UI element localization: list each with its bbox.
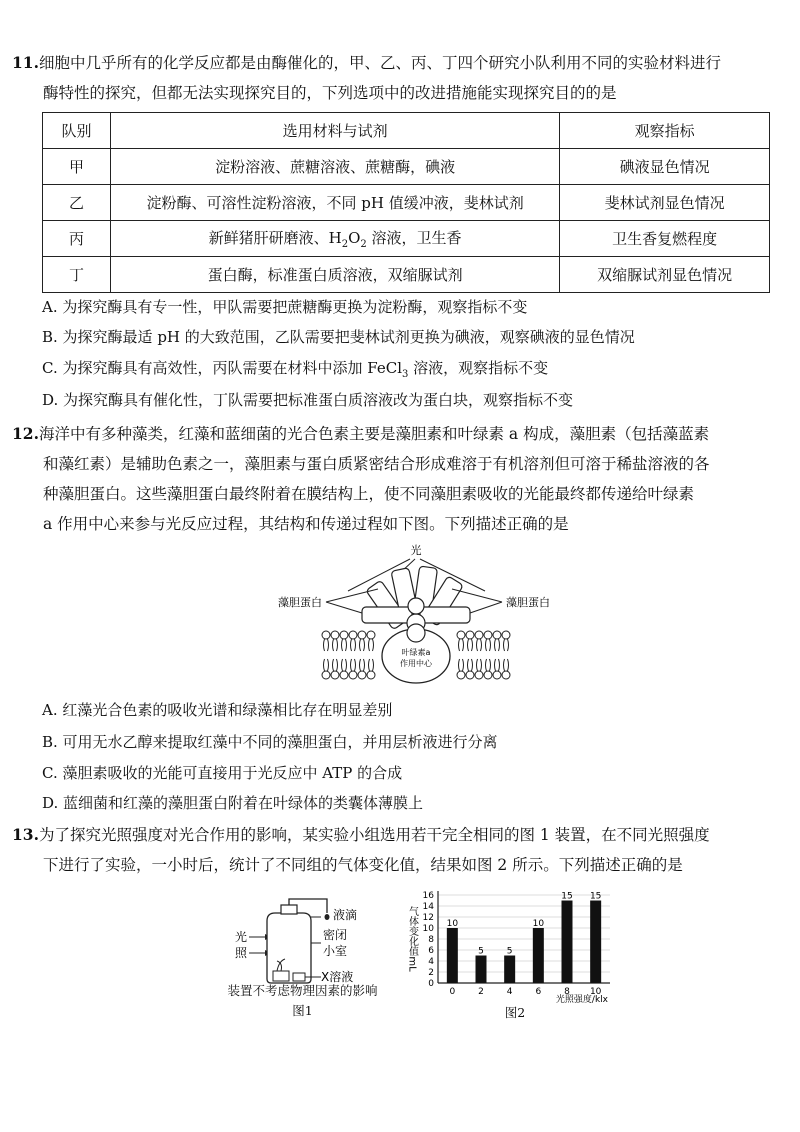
y-tick-label: 0 — [428, 979, 434, 989]
cell-materials: 淀粉溶液、蔗糖溶液、蔗糖酶，碘液 — [110, 149, 559, 185]
y-tick-label: 4 — [428, 957, 434, 967]
lipid-tail — [351, 659, 356, 671]
header-materials: 选用材料与试剂 — [110, 113, 559, 149]
y-tick-label: 10 — [422, 924, 434, 934]
lipid-head — [475, 671, 483, 679]
y-tick-label: 2 — [428, 968, 434, 978]
solution-beaker — [293, 973, 305, 981]
lipid-head — [331, 631, 339, 639]
table-row — [43, 149, 770, 185]
x-tick-label: 2 — [478, 987, 484, 997]
question-12 — [12, 419, 782, 539]
phycobilisome-figure — [270, 543, 560, 693]
q11-option-c: C. 为探究酶具有高效性，丙队需要在材料中添加 FeCl$_3$ 溶液，观察指标不变 — [42, 359, 549, 380]
lipid-tail — [369, 639, 374, 651]
q13-stem-line1: 13.为了探究光照强度对光合作用的影响，某实验小组选用若干完全相同的图 1 装置，在不同光照强度 — [12, 825, 710, 844]
q11-stem-line1: 11.细胞中几乎所有的化学反应都是由酶催化的，甲、乙、丙、丁四个研究小队利用不同的实验材料进行 — [12, 53, 721, 72]
q11-option-a: A. 为探究酶具有专一性，甲队需要把蔗糖酶更换为淀粉酶，观察指标不变 — [42, 298, 528, 316]
lipid-tail — [342, 659, 347, 671]
lipid-head — [502, 671, 510, 679]
lipid-tail — [333, 659, 338, 671]
header-team: 队别 — [43, 113, 111, 149]
lipid-tail — [468, 659, 473, 671]
bar — [533, 928, 544, 983]
bar-value-label: 5 — [478, 946, 484, 957]
lipid-head — [358, 631, 366, 639]
y-tick-label: 8 — [428, 935, 434, 945]
bar-value-label: 15 — [561, 891, 573, 902]
center-label-1: 叶绿素a — [401, 648, 431, 657]
q12-stem-line2: 和藻红素）是辅助色素之一，藻胆素与蛋白质紧密结合形成难溶于有机溶剂但可溶于稀盐溶液的各 — [43, 455, 710, 473]
lipid-tail — [495, 659, 500, 671]
lipid-head — [367, 671, 375, 679]
lipid-head — [349, 671, 357, 679]
table-row — [43, 185, 770, 221]
cell-indicator: 碘液显色情况 — [560, 149, 770, 185]
bar — [504, 956, 515, 984]
solution-label: X溶液 — [321, 970, 354, 984]
lipid-tail — [477, 659, 482, 671]
lipid-tail — [351, 639, 356, 651]
x-tick-label: 0 — [449, 987, 456, 997]
cell-team: 乙 — [43, 185, 111, 221]
y-tick-label: 12 — [422, 913, 434, 923]
q12-option-b: B. 可用无水乙醇来提取红藻中不同的藻胆蛋白，并用层析液进行分离 — [42, 733, 498, 751]
drop-label: 液滴 — [333, 908, 358, 922]
bar-value-label: 15 — [589, 891, 602, 902]
bar — [447, 928, 458, 983]
lipid-head — [331, 671, 339, 679]
cell-indicator: 双缩脲试剂显色情况 — [560, 257, 770, 293]
q12-option-c: C. 藻胆素吸收的光能可直接用于光反应中 ATP 的合成 — [42, 764, 403, 782]
lipid-head — [466, 671, 474, 679]
table-row — [43, 221, 770, 257]
lipid-tail — [459, 639, 464, 651]
lipid-head — [322, 671, 330, 679]
q13-stem-line2: 下进行了实验，一小时后，统计了不同组的气体变化值，结果如图 2 所示。下列描述正确的是 — [43, 856, 683, 874]
q12-option-d: D. 蓝细菌和红藻的藻胆蛋白附着在叶绿体的类囊体薄膜上 — [42, 794, 424, 812]
figure-1-note: 装置不考虑物理因素的影响 — [227, 983, 378, 998]
question-11 — [12, 48, 782, 108]
lipid-tail — [369, 659, 374, 671]
lipid-head — [367, 631, 375, 639]
sealed-label-2: 小室 — [323, 944, 348, 958]
lipid-head — [457, 631, 465, 639]
lipid-tail — [495, 639, 500, 651]
x-tick-label: 8 — [564, 987, 570, 997]
lipid-head — [358, 671, 366, 679]
bar — [562, 901, 573, 984]
lipid-head — [457, 671, 465, 679]
q11-option-d: D. 为探究酶具有催化性，丁队需要把标准蛋白质溶液改为蛋白块，观察指标不变 — [42, 391, 574, 409]
lipid-tail — [504, 659, 509, 671]
x-tick-label: 6 — [535, 987, 542, 997]
phycobilisome-diagram — [270, 543, 560, 693]
droplet — [325, 914, 330, 920]
lipid-tail — [486, 639, 491, 651]
cell-team: 甲 — [43, 149, 111, 185]
apparatus-diagram — [205, 893, 400, 993]
bar — [476, 956, 487, 984]
y-tick-label: 16 — [422, 891, 434, 901]
q12-stem-line3: 种藻胆蛋白。这些藻胆蛋白最终附着在膜结构上，使不同藻胆素吸收的光能最终都传递给叶绿素 — [43, 485, 695, 503]
lipid-head — [502, 631, 510, 639]
lipid-tail — [324, 639, 329, 651]
figure-1-apparatus — [205, 893, 400, 1023]
left-protein-label: 藻胆蛋白 — [278, 596, 322, 609]
light-label-1: 光 — [235, 930, 248, 944]
cell-indicator: 卫生香复燃程度 — [560, 221, 770, 257]
cell-team: 丙 — [43, 221, 111, 257]
q12-stem-line4: a 作用中心来参与光反应过程，其结构和传递过程如下图。下列描述正确的是 — [43, 515, 569, 533]
table-row — [43, 257, 770, 293]
lipid-head — [493, 631, 501, 639]
lipid-tail — [459, 659, 464, 671]
lipid-head — [493, 671, 501, 679]
lipid-tail — [477, 639, 482, 651]
lipid-head — [475, 631, 483, 639]
x-tick-label: 4 — [506, 987, 513, 997]
x-tick-label: 10 — [589, 987, 602, 997]
y-tick-label: 14 — [422, 902, 434, 912]
lipid-head — [340, 631, 348, 639]
lipid-head — [349, 631, 357, 639]
bar-value-label: 5 — [506, 946, 513, 957]
lipid-head — [340, 671, 348, 679]
question-13 — [12, 820, 782, 880]
bar-value-label: 10 — [532, 919, 545, 929]
lipid-tail — [333, 639, 338, 651]
figure-2-caption: 图2 — [504, 1005, 526, 1020]
light-label: 光 — [410, 544, 422, 557]
lipid-tail — [360, 639, 365, 651]
lipid-head — [484, 671, 492, 679]
x-axis-label: 光照强度/klx — [555, 995, 608, 1003]
figure-2-chart — [400, 885, 630, 1025]
cell-team: 丁 — [43, 257, 111, 293]
q11-stem-line2: 酶特性的探究，但都无法实现探究目的，下列选项中的改进措施能实现探究目的的是 — [43, 84, 617, 102]
sealed-label-1: 密闭 — [323, 928, 348, 942]
lipid-tail — [504, 639, 509, 651]
cell-materials: 新鲜猪肝研磨液、$H_2O_2$ 溶液，卫生香 — [110, 221, 559, 257]
lipid-tail — [324, 659, 329, 671]
bar — [590, 901, 601, 984]
lipid-head — [466, 631, 474, 639]
lipid-tail — [486, 659, 491, 671]
cell-materials: 蛋白酶，标准蛋白质溶液，双缩脲试剂 — [110, 257, 559, 293]
header-indicator: 观察指标 — [560, 113, 770, 149]
y-tick-label: 6 — [428, 946, 434, 956]
bar-chart — [400, 885, 630, 1003]
q11-experiment-table — [42, 112, 770, 293]
bar-value-label: 10 — [446, 919, 459, 929]
center-label-2: 作用中心 — [400, 659, 432, 668]
q12-option-a: A. 红藻光合色素的吸收光谱和绿藻相比存在明显差别 — [42, 701, 393, 719]
lipid-tail — [468, 639, 473, 651]
cell-indicator: 斐林试剂显色情况 — [560, 185, 770, 221]
q12-stem-line1: 12.海洋中有多种藻类，红藻和蓝细菌的光合色素主要是藻胆素和叶绿素 a 构成，藻胆素（包括藻蓝素 — [12, 424, 710, 443]
light-label-2: 照 — [235, 946, 248, 960]
q11-option-b: B. 为探究酶最适 pH 的大致范围，乙队需要把斐林试剂更换为碘液，观察碘液的显色情况 — [42, 328, 635, 346]
figure-1-caption: 图1 — [292, 1003, 313, 1018]
lipid-head — [484, 631, 492, 639]
cell-materials: 淀粉酶、可溶性淀粉溶液，不同 pH 值缓冲液，斐林试剂 — [110, 185, 559, 221]
lipid-head — [322, 631, 330, 639]
right-protein-label: 藻胆蛋白 — [506, 596, 550, 609]
table-header-row — [43, 113, 770, 149]
lipid-tail — [342, 639, 347, 651]
lipid-tail — [360, 659, 365, 671]
y-axis-label: 气体变化值mL — [406, 906, 418, 972]
